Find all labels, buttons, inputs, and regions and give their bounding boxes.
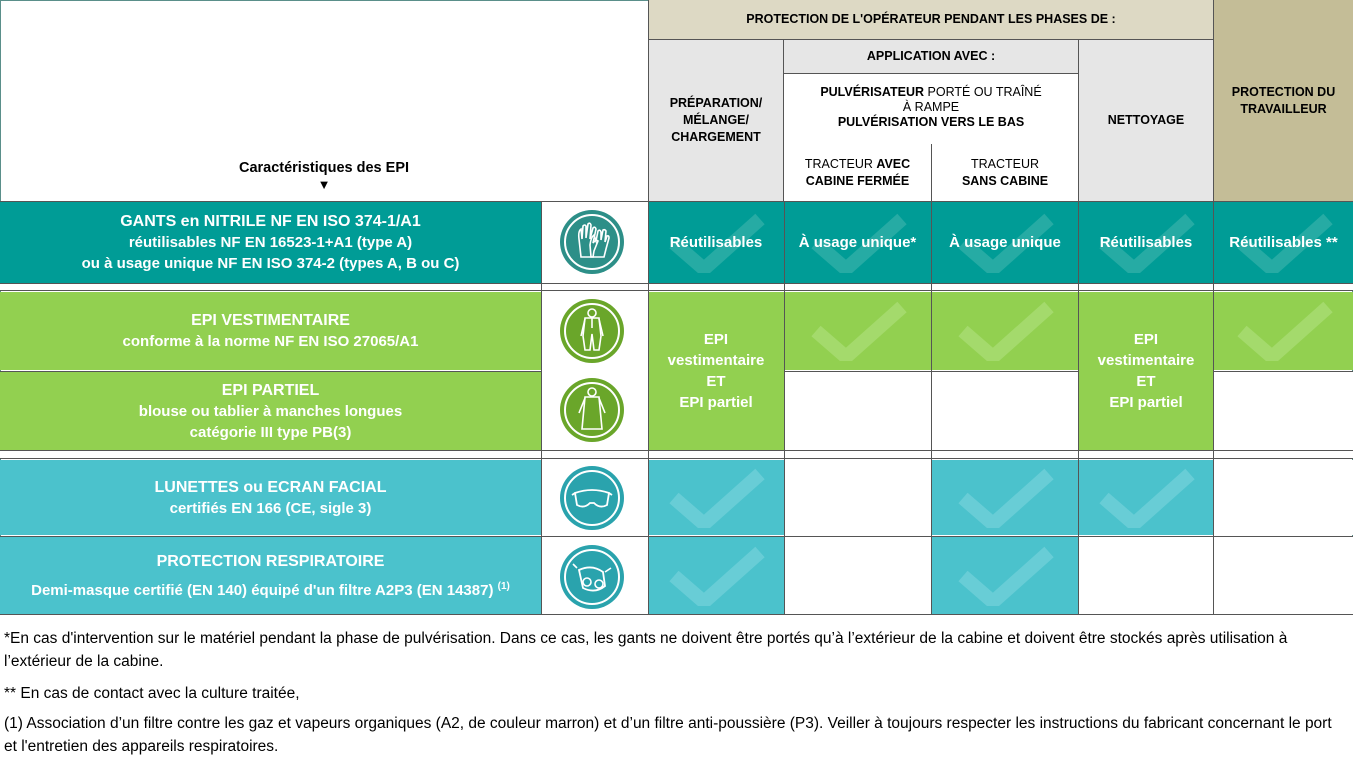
lunettes-title: LUNETTES ou ECRAN FACIAL (154, 478, 387, 496)
lunettes-cell-nettoyage (1079, 460, 1213, 535)
down-arrow-icon: ▼ (317, 177, 331, 192)
half-mask-icon (559, 544, 625, 610)
caracteristiques-label: Caractéristiques des EPI (238, 160, 410, 176)
epi-merged-line4: EPI partiel (1109, 394, 1183, 411)
protection-operateur-label: PROTECTION DE L'OPÉRATEUR PENDANT LES PHASES DE : (746, 12, 1116, 26)
gants-title: GANTS en NITRILE (120, 213, 267, 230)
table-bottom-rule (0, 614, 1353, 615)
vestimentaire-line2: conforme à la norme NF EN ISO 27065/A1 (122, 333, 419, 350)
header-protection-travailleur (1213, 0, 1353, 201)
partiel-cell-cabine (784, 371, 931, 450)
vestimentaire-title: EPI VESTIMENTAIRE (191, 312, 350, 329)
partiel-cell-travailleur (1214, 371, 1353, 450)
respiratoire-footnote-ref: (1) (497, 581, 510, 592)
pulverisateur-rest: PORTÉ OU TRAÎNÉ (927, 85, 1042, 99)
respiratoire-cell-nettoyage (1079, 536, 1213, 615)
epi-merged-preparation (648, 292, 784, 450)
grid-line (1213, 0, 1214, 615)
header-tracteur-cabine (784, 144, 931, 201)
nettoyage-label: NETTOYAGE (1107, 113, 1185, 127)
row-partiel-label (0, 371, 541, 450)
lunettes-line2: certifiés EN 166 (CE, sigle 3) (169, 499, 372, 517)
grid-line (541, 202, 542, 615)
epi-merged-line2: vestimentaire (1097, 352, 1195, 369)
vestimentaire-cell-travailleur (1214, 292, 1353, 370)
row-gap (0, 283, 1353, 291)
gants-line2: réutilisables NF EN 16523-1+A1 (type A) (128, 234, 413, 251)
epi-merged-line2: vestimentaire (667, 352, 765, 369)
coverall-icon (559, 298, 625, 364)
header-caracteristiques (0, 0, 648, 201)
partiel-line3: catégorie III type PB(3) (189, 423, 352, 441)
gants-cell-travailleur (1214, 202, 1353, 283)
header-application-avec (784, 40, 1078, 74)
header-pulverisateur (784, 74, 1078, 144)
gants-cell-nettoyage (1079, 202, 1213, 283)
row-gants-icon-cell (541, 202, 648, 283)
row-respiratoire-icon-cell (541, 536, 648, 615)
gants-line3: ou à usage unique NF EN ISO 374-2 (types A, B ou C) (81, 255, 460, 272)
goggles-icon (559, 465, 625, 531)
gants-cell-text: Réutilisables (1099, 234, 1193, 251)
header-preparation (648, 40, 784, 201)
header-nettoyage (1078, 40, 1213, 201)
gants-norm: NF EN ISO 374-1/A1 (270, 213, 421, 230)
partiel-title: EPI PARTIEL (221, 381, 320, 399)
epi-merged-nettoyage (1079, 292, 1213, 450)
lunettes-cell-travailleur (1214, 460, 1353, 535)
gants-cell-text: Réutilisables (669, 234, 763, 251)
row-vestimentaire-label (0, 292, 541, 370)
footnote-2: ** En cas de contact avec la culture traitée, (4, 685, 300, 702)
row-gants-label (0, 202, 541, 283)
header-tracteur-sans (932, 144, 1078, 201)
respiratoire-cell-sans-cabine (932, 536, 1078, 615)
vestimentaire-cell-sans-cabine (932, 292, 1078, 370)
grid-line (648, 0, 649, 615)
row-lunettes-label (0, 460, 541, 535)
pulverisateur-bold: PULVÉRISATEUR (820, 85, 925, 99)
respiratoire-cell-preparation (648, 536, 784, 615)
gants-cell-sans-cabine (932, 202, 1078, 283)
grid-line (931, 202, 932, 615)
grid-line (1078, 202, 1079, 615)
row-gap (0, 450, 1353, 459)
respiratoire-line2: Demi-masque certifié (EN 140) équipé d'un filtre A2P3 (EN 14387) (31, 582, 494, 599)
lunettes-cell-cabine (784, 460, 931, 535)
gants-cell-text: Réutilisables ** (1229, 234, 1338, 251)
epi-merged-line1: EPI (1133, 331, 1159, 348)
footnote-3: (1) Association d’un filtre contre les gaz et vapeurs organiques (A2, de couleur marron) et d’un filtre anti-poussière (P3). Veiller à toujours respecter les instructions du fabricant concernant le port et l'entretien des appareils respiratoires. (4, 715, 1332, 755)
row-lunettes-icon-cell (541, 460, 648, 535)
gants-cell-text: À usage unique* (798, 234, 917, 251)
row-vestimentaire-icon-cell (541, 292, 648, 370)
application-avec-label: APPLICATION AVEC : (866, 49, 996, 63)
gants-cell-text: À usage unique (949, 234, 1061, 251)
protection-travailleur-label: PROTECTION DU TRAVAILLEUR (1231, 84, 1336, 116)
partiel-line2: blouse ou tablier à manches longues (138, 402, 403, 420)
pulverisation-bas-label: PULVÉRISATION VERS LE BAS (837, 115, 1025, 129)
epi-merged-line1: EPI (703, 331, 729, 348)
epi-merged-line3: ET (706, 373, 726, 390)
tracteur-cabine-1b: AVEC (876, 157, 911, 171)
tracteur-sans-2: SANS CABINE (961, 174, 1049, 188)
lunettes-cell-sans-cabine (932, 460, 1078, 535)
header-protection-operateur (648, 0, 1213, 40)
vestimentaire-cell-cabine (784, 292, 931, 370)
tracteur-cabine-2: CABINE FERMÉE (805, 174, 910, 188)
apron-icon (559, 377, 625, 443)
respiratoire-title: PROTECTION RESPIRATOIRE (156, 553, 385, 570)
row-partiel-icon-cell (541, 371, 648, 450)
epi-merged-line4: EPI partiel (679, 394, 753, 411)
respiratoire-cell-travailleur (1214, 536, 1353, 615)
grid-line (784, 202, 785, 615)
partiel-cell-sans-cabine (932, 371, 1078, 450)
a-rampe-label: À RAMPE (902, 100, 960, 114)
footnote-1: *En cas d'intervention sur le matériel pendant la phase de pulvérisation. Dans ce cas, les gants ne doivent être portés qu’à l’extérieur de la cabine et doivent être stockés après utilisation à l’extérieur de la cabine. (4, 630, 1288, 670)
gloves-icon (559, 209, 625, 275)
epi-merged-line3: ET (1136, 373, 1156, 390)
gants-cell-preparation (648, 202, 784, 283)
preparation-label: PRÉPARATION/ MÉLANGE/ CHARGEMENT (669, 96, 763, 144)
row-respiratoire-label (0, 536, 541, 615)
tracteur-sans-1: TRACTEUR (970, 157, 1040, 171)
tracteur-cabine-1: TRACTEUR (804, 157, 873, 171)
respiratoire-cell-cabine (784, 536, 931, 615)
lunettes-cell-preparation (648, 460, 784, 535)
gants-cell-cabine (784, 202, 931, 283)
